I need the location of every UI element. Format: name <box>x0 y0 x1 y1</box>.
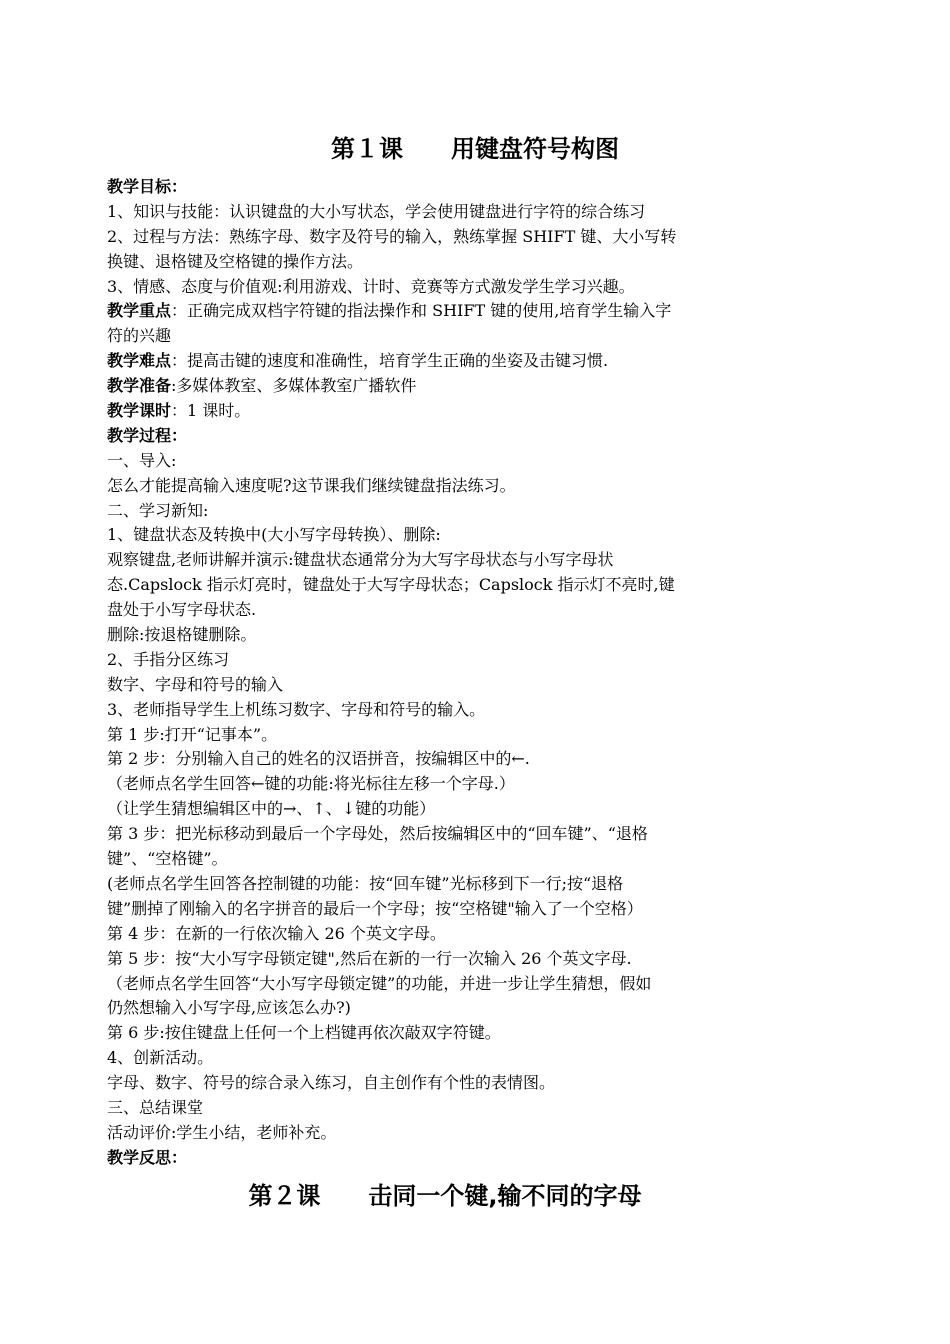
process-lines <box>107 449 787 1146</box>
process-line: 第 1 步:打开“记事本”。 <box>107 724 278 744</box>
process-line: 第 4 步：在新的一行依次输入 26 个英文字母。 <box>107 923 446 943</box>
lesson1-title: 第１课 用键盘符号构图 <box>331 135 619 163</box>
objective-1: 1、知识与技能：认识键盘的大小写状态，学会使用键盘进行字符的综合练习 <box>107 201 646 221</box>
preparation-label: 教学准备 <box>107 376 172 396</box>
process-line: 一、导入: <box>107 450 177 470</box>
focus-label: 教学重点 <box>107 301 172 321</box>
process-line: 态.Capslock 指示灯亮时，键盘处于大写字母状态；Capslock 指示灯不亮时,键 <box>107 575 675 595</box>
hours-paragraph <box>107 399 787 424</box>
focus-paragraph-line-2: 符的兴趣 <box>107 326 172 346</box>
process-line: 字母、数字、符号的综合录入练习，自主创作有个性的表情图。 <box>107 1073 556 1093</box>
process-line: 1、键盘状态及转换中(大小写字母转换）、删除: <box>107 525 441 545</box>
hours-label: 教学课时 <box>107 401 172 421</box>
process-line: 3、老师指导学生上机练习数字、字母和符号的输入。 <box>107 699 486 719</box>
process-line: （老师点名学生回答“大小写字母锁定键”的功能，并进一步让学生猜想，假如 <box>107 973 652 993</box>
process-line: 活动评价:学生小结，老师补充。 <box>107 1122 337 1142</box>
lesson2-title: 第２课 击同一个键,输不同的字母 <box>248 1182 642 1210</box>
process-line: 怎么才能提高输入速度呢?这节课我们继续键盘指法练习。 <box>107 475 516 495</box>
difficulty-label: 教学难点 <box>107 351 172 371</box>
process-line: 三、总结课堂 <box>107 1097 204 1117</box>
process-line: 删除:按退格键删除。 <box>107 625 257 645</box>
process-heading: 教学过程： <box>107 425 188 445</box>
process-line: (老师点名学生回答各控制键的功能：按“回车键”光标移到下一行;按“退格 <box>107 873 624 893</box>
process-line: 观察键盘,老师讲解并演示:键盘状态通常分为大写字母状态与小写字母状 <box>107 550 614 570</box>
process-line: 第 6 步:按住键盘上任何一个上档键再依次敲双字符键。 <box>107 1023 501 1043</box>
process-line: 数字、字母和符号的输入 <box>107 674 284 694</box>
process-line: 键”、“空格键”。 <box>107 849 228 869</box>
lesson1-body <box>107 175 787 1171</box>
process-line: （让学生猜想编辑区中的→、↑、↓键的功能） <box>107 799 436 819</box>
focus-paragraph-line-1 <box>107 299 787 324</box>
objective-3: 3、情感、态度与价值观:利用游戏、计时、竞赛等方式激发学生学习兴趣。 <box>107 276 635 296</box>
process-line: 键”删掉了刚输入的名字拼音的最后一个字母；按“空格键"输入了一个空格） <box>107 898 643 918</box>
difficulty-paragraph <box>107 349 787 374</box>
objective-2-line-2: 换键、退格键及空格键的操作方法。 <box>107 251 364 271</box>
preparation-paragraph <box>107 374 787 399</box>
process-line: 2、手指分区练习 <box>107 649 230 669</box>
reflection-heading: 教学反思： <box>107 1147 188 1167</box>
process-line: 第 5 步：按“大小写字母锁定键",然后在新的一行一次输入 26 个英文字母. <box>107 948 632 968</box>
process-line: 仍然想输入小写字母,应该怎么办?) <box>107 998 351 1018</box>
objectives-heading: 教学目标： <box>107 177 188 196</box>
process-line: 二、学习新知: <box>107 500 209 520</box>
process-line: 盘处于小写字母状态. <box>107 600 257 620</box>
process-line: 4、创新活动。 <box>107 1048 214 1068</box>
hours-text: ：1 课时。 <box>171 401 251 421</box>
process-line: （老师点名学生回答←键的功能:将光标往左移一个字母.） <box>107 774 515 794</box>
process-line: 第 2 步：分别输入自己的姓名的汉语拼音，按编辑区中的←. <box>107 749 530 769</box>
objective-2-line-1: 2、过程与方法：熟练字母、数字及符号的输入，熟练掌握 SHIFT 键、大小写转 <box>107 226 677 246</box>
process-line: 第 3 步：把光标移动到最后一个字母处，然后按编辑区中的“回车键”、“退格 <box>107 824 648 844</box>
difficulty-text: ：提高击键的速度和准确性，培育学生正确的坐姿及击键习惯. <box>171 351 609 371</box>
preparation-text: :多媒体教室、多媒体教室广播软件 <box>171 376 417 396</box>
focus-text: ：正确完成双档字符键的指法操作和 SHIFT 键的使用,培育学生输入字 <box>171 301 672 321</box>
